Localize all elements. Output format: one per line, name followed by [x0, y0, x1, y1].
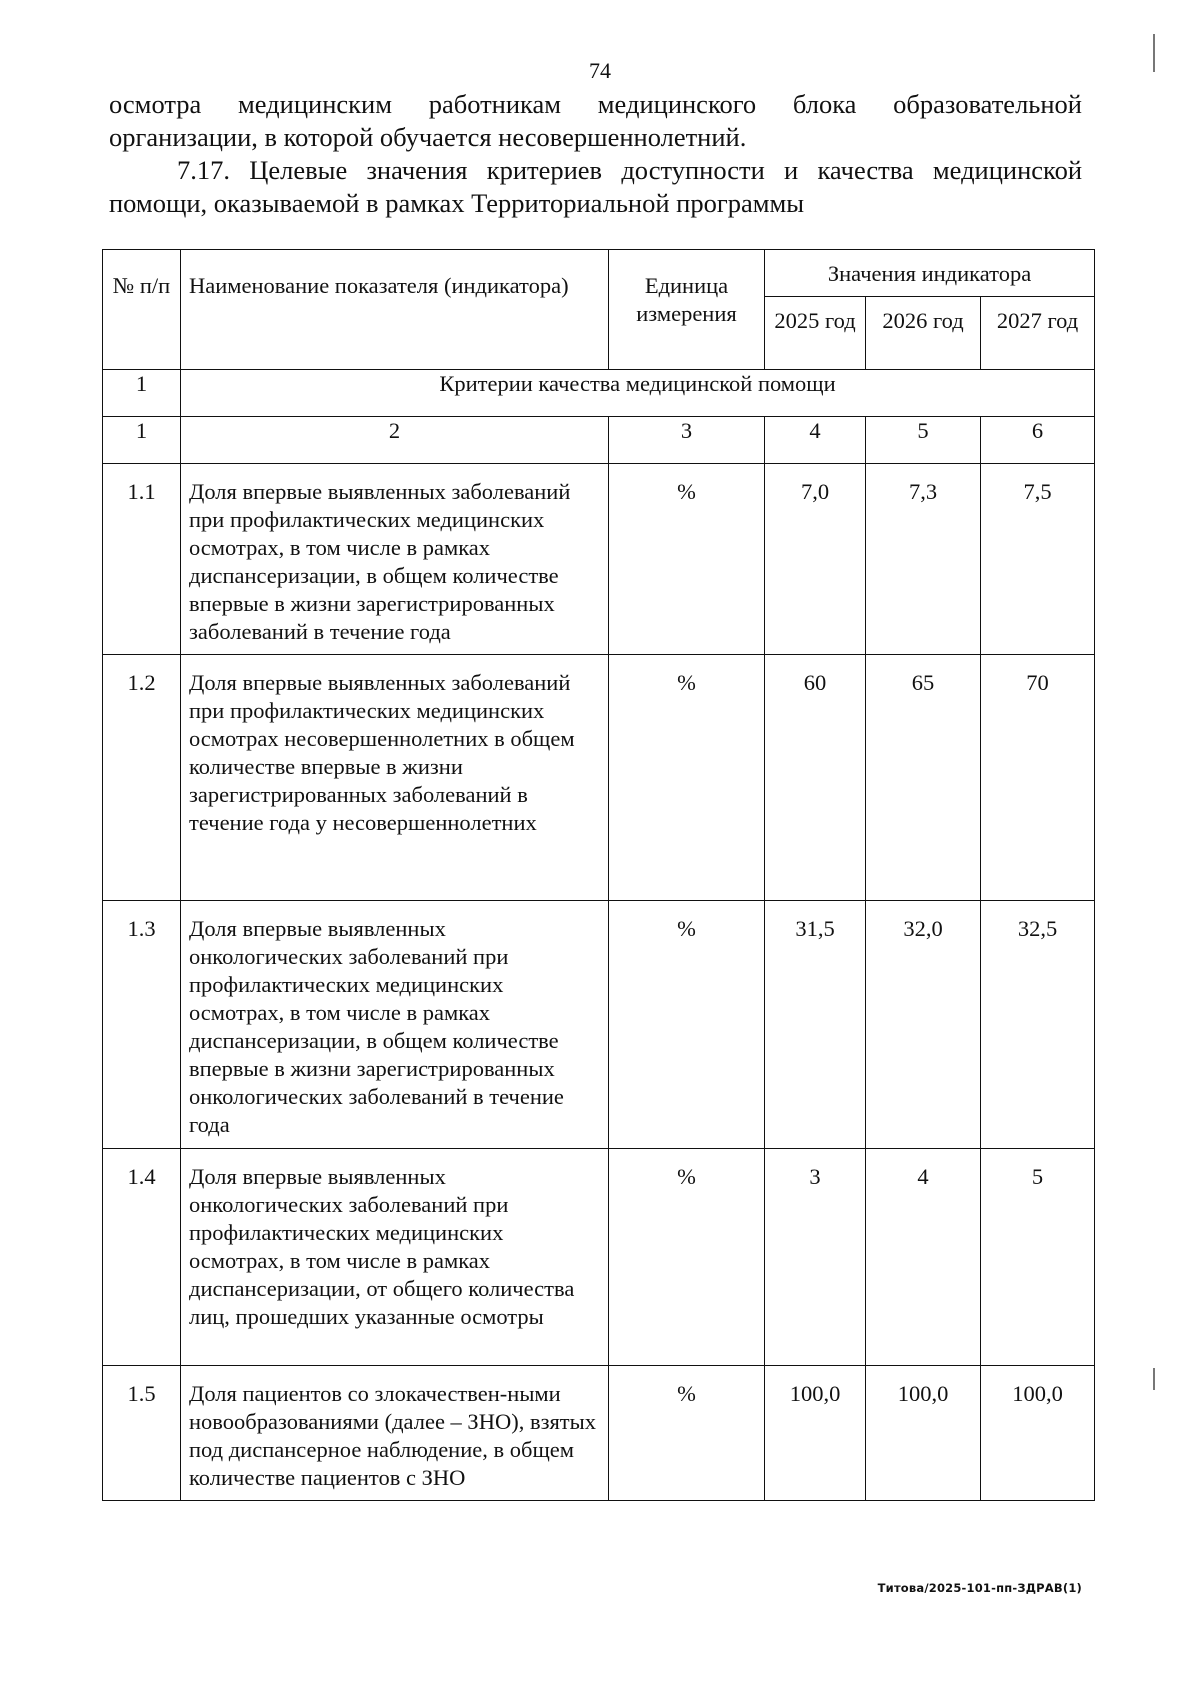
- document-code: Титова/2025-101-пп-ЗДРАВ(1): [877, 1581, 1082, 1595]
- header-number: № п/п: [103, 250, 181, 370]
- row-value-2027: 70: [981, 655, 1095, 901]
- row-value-2026: 65: [866, 655, 981, 901]
- header-year-2026: 2026 год: [866, 297, 981, 370]
- row-value-2026: 100,0: [866, 1366, 981, 1501]
- row-unit: %: [609, 901, 765, 1149]
- row-unit: %: [609, 1149, 765, 1366]
- row-value-2026: 4: [866, 1149, 981, 1366]
- row-indicator-name: Доля впервые выявленных онкологических заболеваний при профилактических медицинских осмотрах, в том числе в рамках диспансеризации, от общего количества лиц, прошедших указанные осмотры: [181, 1149, 609, 1366]
- body-text: [109, 88, 1082, 220]
- row-number: 1.2: [103, 655, 181, 901]
- row-value-2025: 7,0: [765, 464, 866, 655]
- row-indicator-name: Доля впервые выявленных заболеваний при профилактических медицинских осмотрах, в том числе в рамках диспансеризации, в общем количестве впервые в жизни зарегистрированных заболеваний в течение года: [181, 464, 609, 655]
- row-value-2026: 32,0: [866, 901, 981, 1149]
- row-number: 1.1: [103, 464, 181, 655]
- row-value-2025: 31,5: [765, 901, 866, 1149]
- row-unit: %: [609, 464, 765, 655]
- column-number: 2: [181, 417, 609, 464]
- table-row: [103, 1366, 1095, 1501]
- row-value-2027: 32,5: [981, 901, 1095, 1149]
- section-number: 1: [103, 370, 181, 417]
- row-value-2027: 5: [981, 1149, 1095, 1366]
- table-row: [103, 464, 1095, 655]
- column-number: 3: [609, 417, 765, 464]
- scan-edge-mark: [1153, 34, 1155, 72]
- column-numbering-row: [103, 417, 1095, 464]
- row-value-2025: 60: [765, 655, 866, 901]
- row-value-2027: 7,5: [981, 464, 1095, 655]
- intro-line-1: осмотра медицинским работникам медицинского блока образовательной: [109, 89, 1082, 119]
- row-number: 1.4: [103, 1149, 181, 1366]
- row-indicator-name: Доля пациентов со злокачествен-ными новообразованиями (далее – ЗНО), взятых под диспансерное наблюдение, в общем количестве пациентов с ЗНО: [181, 1366, 609, 1501]
- header-values: Значения индикатора: [765, 250, 1095, 297]
- page-number: 74: [589, 58, 611, 83]
- column-number: 1: [103, 417, 181, 464]
- section-heading: 7.17. Целевые значения критериев доступности и качества медицинской помощи, оказываемой в рамках Территориальной программы: [109, 155, 1082, 218]
- section-title: Критерии качества медицинской помощи: [181, 370, 1095, 417]
- column-number: 6: [981, 417, 1095, 464]
- row-value-2025: 100,0: [765, 1366, 866, 1501]
- row-value-2025: 3: [765, 1149, 866, 1366]
- table-row: [103, 655, 1095, 901]
- header-name: Наименование показателя (индикатора): [181, 250, 609, 370]
- indicators-table: [102, 249, 1095, 1501]
- column-number: 5: [866, 417, 981, 464]
- row-indicator-name: Доля впервые выявленных онкологических заболеваний при профилактических медицинских осмотрах, в том числе в рамках диспансеризации, в общем количестве впервые в жизни зарегистрированных онкологических заболеваний в течение года: [181, 901, 609, 1149]
- table-row: [103, 901, 1095, 1149]
- row-number: 1.3: [103, 901, 181, 1149]
- row-unit: %: [609, 1366, 765, 1501]
- table-row: [103, 1149, 1095, 1366]
- row-indicator-name: Доля впервые выявленных заболеваний при профилактических медицинских осмотрах несовершеннолетних в общем количестве впервые в жизни зарегистрированных заболеваний в течение года у несовершеннолетних: [181, 655, 609, 901]
- row-number: 1.5: [103, 1366, 181, 1501]
- row-unit: %: [609, 655, 765, 901]
- header-row-1: [103, 250, 1095, 297]
- scan-edge-mark: [1153, 1368, 1155, 1390]
- column-number: 4: [765, 417, 866, 464]
- section-row: [103, 370, 1095, 417]
- row-value-2026: 7,3: [866, 464, 981, 655]
- header-unit: Единица измерения: [609, 250, 765, 370]
- intro-line-2: организации, в которой обучается несовершеннолетний.: [109, 122, 747, 152]
- header-year-2027: 2027 год: [981, 297, 1095, 370]
- header-year-2025: 2025 год: [765, 297, 866, 370]
- row-value-2027: 100,0: [981, 1366, 1095, 1501]
